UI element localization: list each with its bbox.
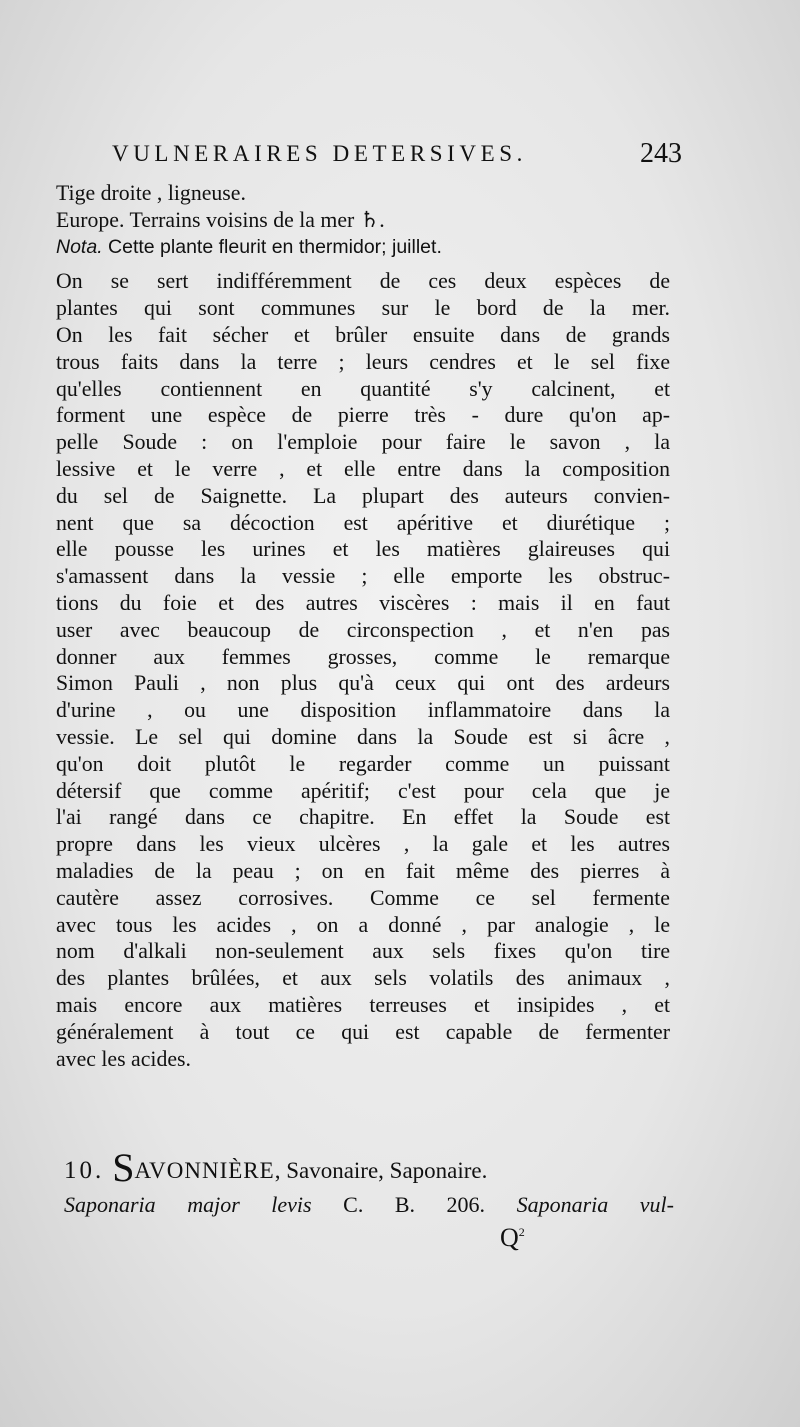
paragraph-line: tions du foie et des autres viscères : mais il en faut <box>56 590 670 615</box>
paragraph-line: qu'on doit plutôt le regarder comme un puissant <box>56 751 670 776</box>
stem-description: Tige droite , ligneuse. <box>56 181 246 205</box>
paragraph-line: s'amassent dans la vessie ; elle emporte les obstruc- <box>56 564 670 589</box>
nota-line <box>56 234 670 261</box>
signature-letter: Q <box>500 1223 519 1252</box>
latin-name-2: Saponaria vul- <box>516 1192 674 1217</box>
paragraph-line: mais encore aux matières terreuses et insipides , et <box>56 992 670 1017</box>
entry-initial: S <box>112 1145 135 1190</box>
paragraph-line: On se sert indifféremment de ces deux espèces de <box>56 269 670 294</box>
paragraph-line: vessie. Le sel qui domine dans la Soude est si âcre , <box>56 724 670 749</box>
paragraph-line: du sel de Saignette. La plupart des auteurs convien- <box>56 483 670 508</box>
paragraph-line: maladies de la peau ; on en fait même des pierres à <box>56 858 670 883</box>
paragraph-line: cautère assez corrosives. Comme ce sel fermente <box>56 885 670 910</box>
entry-name: AVONNIÈRE <box>134 1158 275 1183</box>
latin-name-1: Saponaria major levis <box>64 1192 312 1217</box>
paragraph-line: nent que sa décoction est apéritive et diurétique ; <box>56 510 670 535</box>
nota-text: Cette plante fleurit en thermidor; juillet. <box>108 235 442 258</box>
latin-reference: C. B. 206. <box>343 1192 486 1217</box>
habitat-description: Europe. Terrains voisins de la mer ♄. <box>56 207 385 232</box>
paragraph-line: elle pousse les urines et les matières glaireuses qui <box>56 537 670 562</box>
entry-synonyms: , Savonaire, Saponaire. <box>274 1158 488 1183</box>
page-header <box>112 138 682 173</box>
paragraph-line: user avec beaucoup de circonspection , et n'en pas <box>56 617 670 642</box>
paragraph-line: forment une espèce de pierre très - dure qu'on ap- <box>56 403 670 428</box>
paragraph-line: des plantes brûlées, et aux sels volatils des animaux , <box>56 966 670 991</box>
paragraph-line: lessive et le verre , et elle entre dans la composition <box>56 456 670 481</box>
paragraph-line: généralement à tout ce qui est capable de fermenter <box>56 1019 670 1044</box>
paragraph-last-line: avec les acides. <box>56 1046 191 1071</box>
paragraph-line: plantes qui sont communes sur le bord de la mer. <box>56 296 670 321</box>
paragraph-line: qu'elles contiennent en quantité s'y calcinent, et <box>56 376 670 401</box>
paragraph-line: avec tous les acides , on a donné , par analogie , le <box>56 912 670 937</box>
running-title: VULNERAIRES DETERSIVES. <box>112 141 528 166</box>
paragraph-line: pelle Soude : on l'emploie pour faire le savon , la <box>56 430 670 455</box>
paragraph-line: propre dans les vieux ulcères , la gale et les autres <box>56 832 670 857</box>
nota-label: Nota. <box>56 235 103 258</box>
entry-number: 10. <box>64 1157 105 1184</box>
paragraph-line: donner aux femmes grosses, comme le remarque <box>56 644 670 669</box>
paragraph-line: nom d'alkali non-seulement aux sels fixes qu'on tire <box>56 939 670 964</box>
signature-mark <box>500 1223 525 1253</box>
latin-synonym-line <box>64 1190 674 1220</box>
paragraph-line: On les fait sécher et brûler ensuite dans de grands <box>56 322 670 347</box>
signature-number: 2 <box>518 1225 525 1239</box>
main-paragraph <box>56 268 670 1045</box>
paragraph-line: Simon Pauli , non plus qu'à ceux qui ont des ardeurs <box>56 671 670 696</box>
paragraph-line: trous faits dans la terre ; leurs cendres et le sel fixe <box>56 349 670 374</box>
entry-heading <box>64 1145 664 1191</box>
paragraph-line: d'urine , ou une disposition inflammatoire dans la <box>56 698 670 723</box>
page-number: 243 <box>640 138 682 169</box>
body-text <box>56 180 670 1072</box>
paragraph-line: l'ai rangé dans ce chapitre. En effet la Soude est <box>56 805 670 830</box>
paragraph-line: détersif que comme apéritif; c'est pour cela que je <box>56 778 670 803</box>
